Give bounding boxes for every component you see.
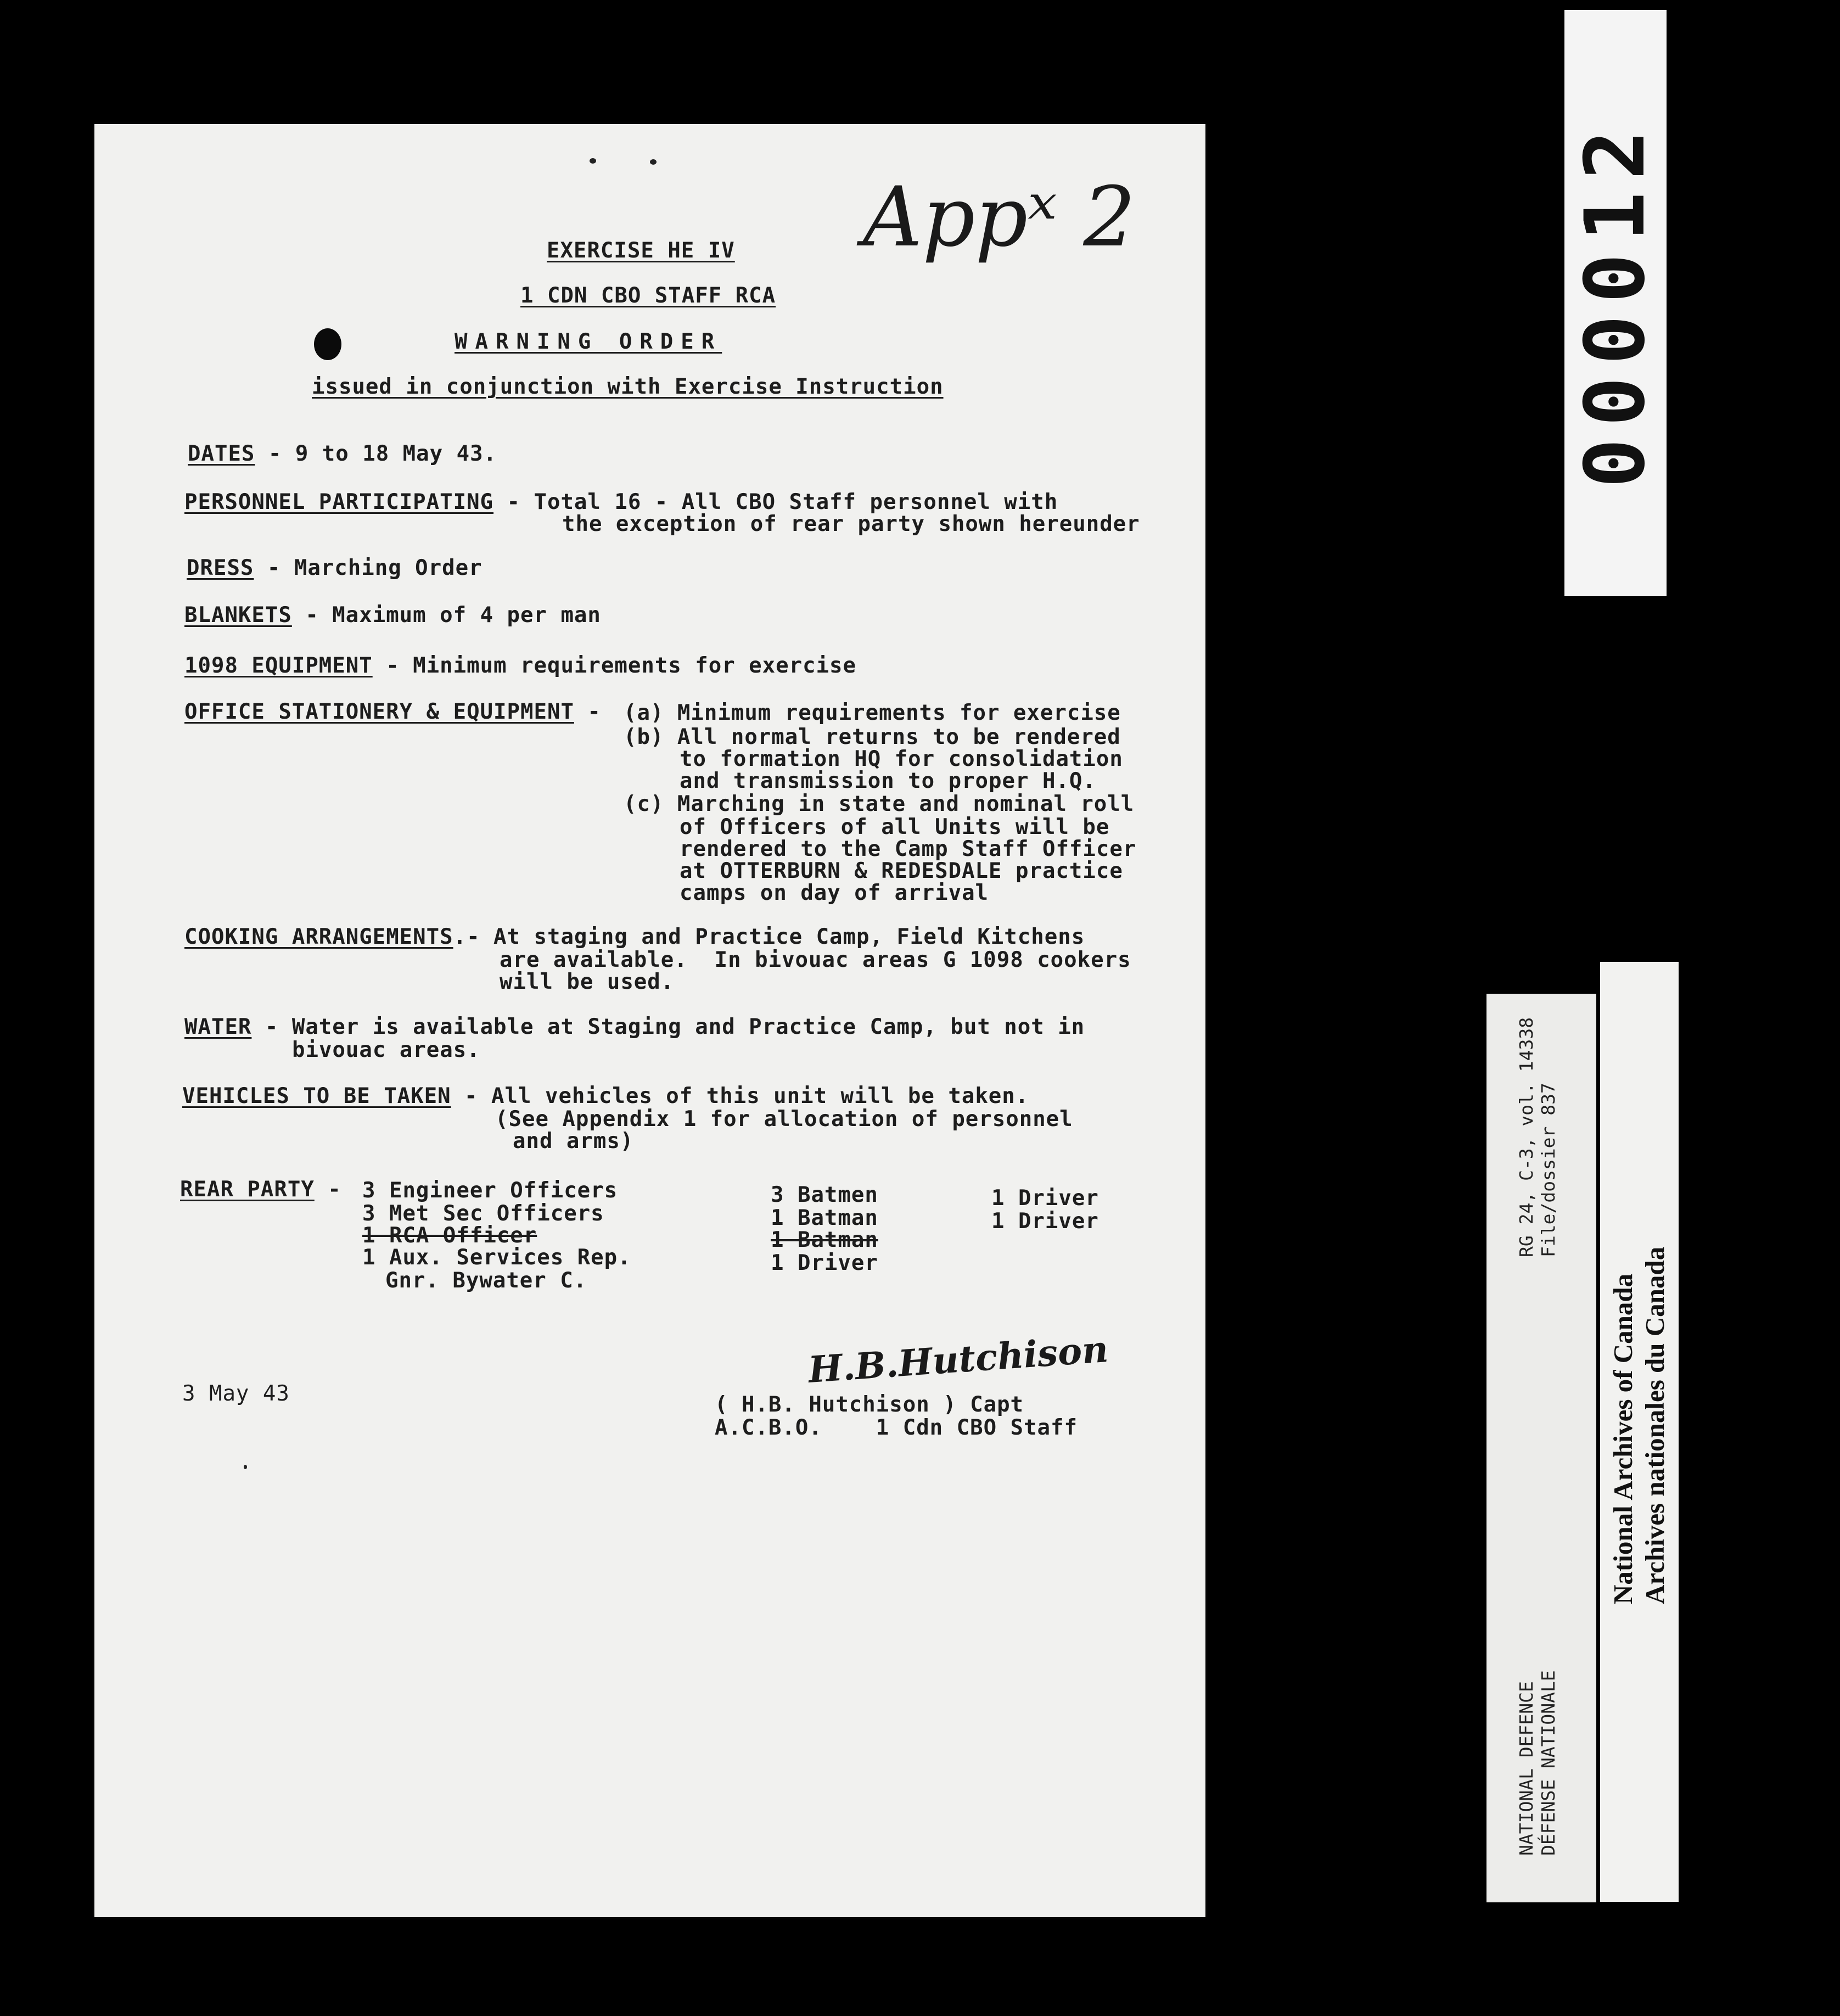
- rear-party-item: Gnr. Bywater C.: [385, 1268, 587, 1293]
- archive-file: File/dossier 837: [1538, 1083, 1559, 1257]
- rear-party-batman: 3 Batmen: [771, 1183, 878, 1207]
- office-item-c-4: at OTTERBURN & REDESDALE practice: [680, 859, 1123, 883]
- rear-party-item: 3 Engineer Officers: [362, 1178, 618, 1203]
- vehicles-label: VEHICLES TO BE TAKEN: [182, 1084, 451, 1108]
- speck: [590, 158, 596, 164]
- dress-label: DRESS: [187, 556, 254, 580]
- department-english: NATIONAL DEFENCE: [1516, 1681, 1537, 1856]
- blankets-label: BLANKETS: [184, 603, 292, 628]
- signature-title: A.C.B.O. 1 Cdn CBO Staff: [715, 1415, 1078, 1440]
- dress-line: [187, 556, 483, 581]
- dress-text: - Marching Order: [254, 556, 483, 580]
- document-date: 3 May 43: [182, 1381, 290, 1406]
- appendix-annotation: Appˣ 2: [863, 170, 1136, 265]
- punch-hole: [314, 328, 341, 360]
- cooking-line-2: are available. In bivouac areas G 1098 cookers: [500, 948, 1131, 972]
- signature-block: ( H.B. Hutchison ) Capt: [715, 1392, 1024, 1417]
- rear-party-label: REAR PARTY: [180, 1177, 315, 1202]
- office-dash: -: [574, 699, 601, 724]
- water-label: WATER: [184, 1015, 252, 1039]
- vehicles-text: - All vehicles of this unit will be taken.: [451, 1084, 1029, 1108]
- rear-party-driver: 1 Driver: [991, 1209, 1099, 1234]
- department-french: DÉFENSE NATIONALE: [1538, 1670, 1559, 1856]
- cooking-line-3: will be used.: [500, 970, 675, 994]
- vehicles-line-3: and arms): [513, 1129, 634, 1153]
- rear-party-driver: 1 Driver: [991, 1186, 1099, 1211]
- rear-party-dash: -: [314, 1177, 341, 1202]
- rear-party-batman-struck: 1 Batman: [771, 1228, 878, 1252]
- rear-party-item: 3 Met Sec Officers: [362, 1201, 604, 1226]
- office-item-c-2: of Officers of all Units will be: [680, 815, 1110, 839]
- water-line: [184, 1015, 1085, 1040]
- office-item-c-5: camps on day of arrival: [680, 881, 989, 905]
- unit-title: 1 CDN CBO STAFF RCA: [520, 283, 776, 308]
- speck: [244, 1465, 247, 1469]
- rear-party-driver: 1 Driver: [771, 1251, 878, 1275]
- vehicles-line-2: (See Appendix 1 for allocation of personnel: [495, 1107, 1073, 1132]
- speck: [650, 159, 657, 165]
- blankets-line: [184, 603, 601, 628]
- office-line: [184, 699, 601, 725]
- cooking-line: [184, 925, 1085, 950]
- dates-text: - 9 to 18 May 43.: [255, 441, 497, 466]
- vehicles-line: [182, 1084, 1029, 1109]
- office-item-c: (c) Marching in state and nominal roll: [624, 792, 1135, 816]
- archive-reference: RG 24, C-3, vol. 14338: [1516, 1017, 1537, 1257]
- rear-party-batman: 1 Batman: [771, 1206, 878, 1230]
- cooking-text: .- At staging and Practice Camp, Field Kitchens: [453, 925, 1085, 949]
- office-item-c-3: rendered to the Camp Staff Officer: [680, 837, 1137, 861]
- personnel-line-2: the exception of rear party shown hereunder: [562, 512, 1140, 536]
- archives-label: [1600, 962, 1679, 1902]
- equipment-label: 1098 EQUIPMENT: [184, 653, 373, 678]
- cooking-label: COOKING ARRANGEMENTS: [184, 925, 453, 949]
- office-item-b: (b) All normal returns to be rendered: [624, 725, 1121, 749]
- handwritten-signature: H.B.Hutchison: [806, 1328, 1110, 1391]
- personnel-label: PERSONNEL PARTICIPATING: [184, 490, 494, 514]
- equipment-text: - Minimum requirements for exercise: [372, 653, 857, 678]
- archives-french: Archives nationales du Canada: [1640, 1246, 1670, 1604]
- rear-party-item-struck: 1 RCA Officer: [362, 1223, 537, 1248]
- office-item-b-2: to formation HQ for consolidation: [680, 747, 1123, 771]
- rear-party-item: 1 Aux. Services Rep.: [362, 1245, 631, 1270]
- office-item-a: (a) Minimum requirements for exercise: [624, 701, 1121, 725]
- order-title: WARNING ORDER: [455, 329, 722, 354]
- office-item-b-3: and transmission to proper H.Q.: [680, 769, 1096, 793]
- water-text: - Water is available at Staging and Practice Camp, but not in: [251, 1015, 1085, 1039]
- dates-line: [188, 441, 497, 467]
- frame-number-label: [1564, 10, 1667, 596]
- dates-label: DATES: [188, 441, 255, 466]
- document-page: [94, 124, 1205, 1917]
- exercise-title: EXERCISE HE IV: [547, 238, 735, 263]
- archive-reference-label: [1486, 994, 1596, 1902]
- personnel-text: - Total 16 - All CBO Staff personnel with: [493, 490, 1058, 514]
- water-line-2: bivouac areas.: [292, 1038, 480, 1062]
- rear-party-line: [180, 1177, 341, 1202]
- blankets-text: - Maximum of 4 per man: [291, 603, 601, 628]
- issued-subtitle: issued in conjunction with Exercise Instruction: [312, 374, 944, 399]
- frame-number: 000012: [1568, 118, 1664, 488]
- archives-english: National Archives of Canada: [1608, 1273, 1638, 1604]
- office-label: OFFICE STATIONERY & EQUIPMENT: [184, 699, 574, 724]
- equipment-line: [184, 653, 856, 679]
